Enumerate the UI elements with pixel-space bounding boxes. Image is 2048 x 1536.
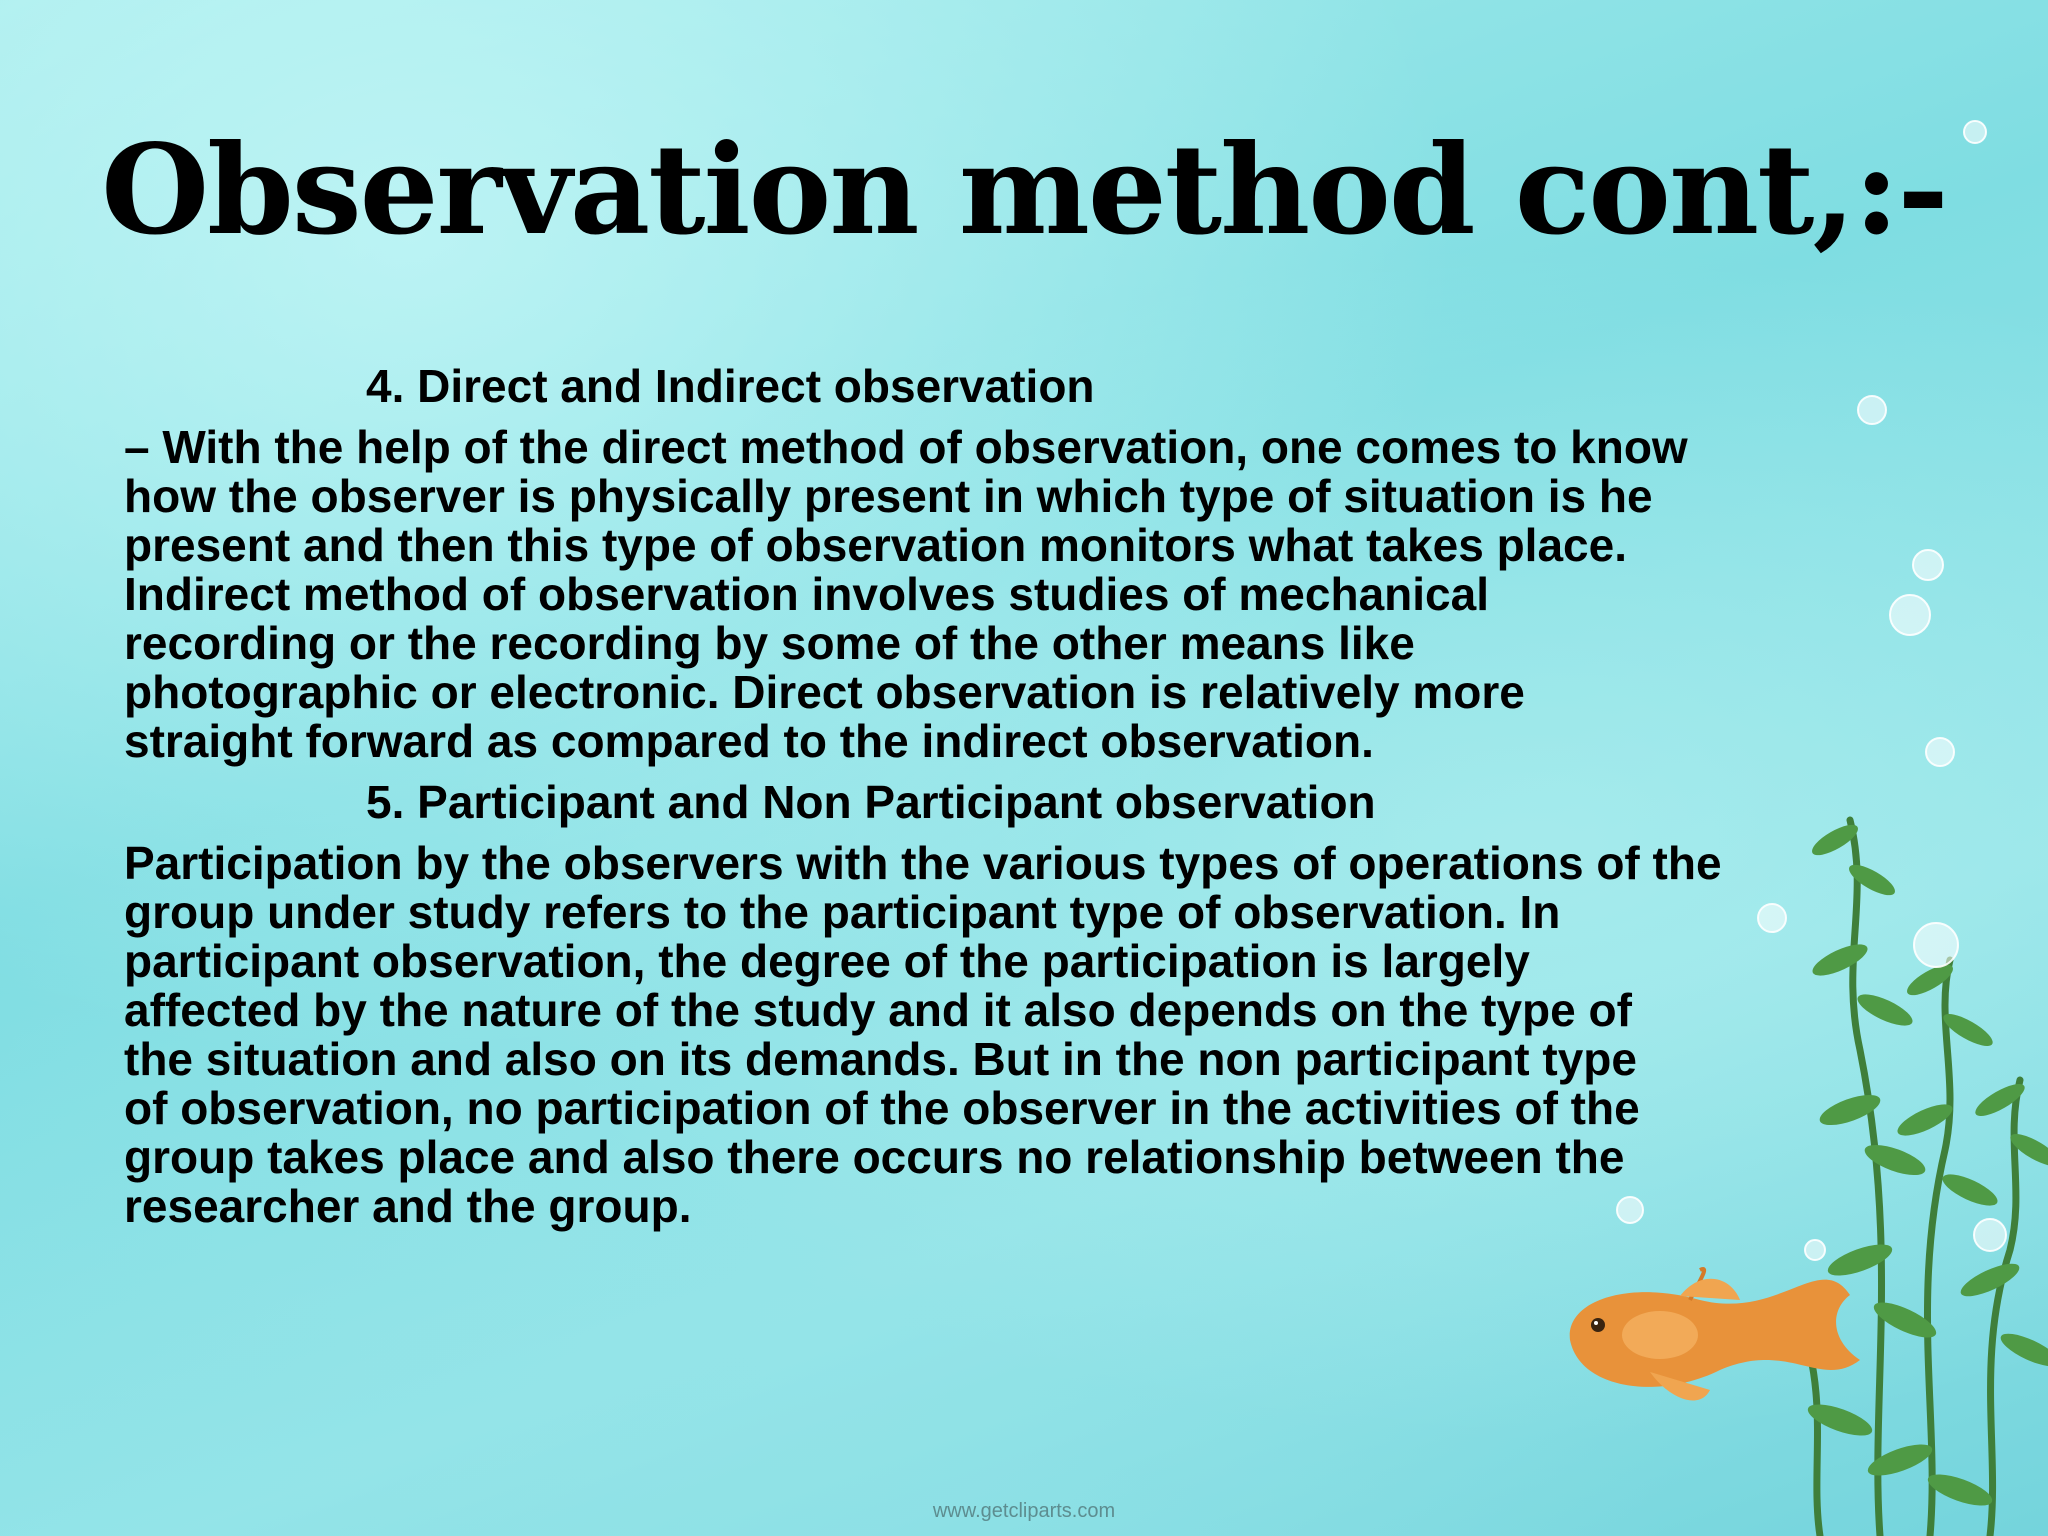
paragraph-line: affected by the nature of the study and it also depends on the type of [124, 984, 1632, 1036]
paragraph-line: the situation and also on its demands. But in the non participant type [124, 1033, 1637, 1085]
paragraph-line: photographic or electronic. Direct observation is relatively more [124, 666, 1525, 718]
paragraph-line: – With the help of the direct method of observation, one comes to know [124, 421, 1688, 473]
section-4-heading: 4. Direct and Indirect observation [366, 360, 1095, 412]
paragraph-line: straight forward as compared to the indirect observation. [124, 715, 1374, 767]
paragraph-line: Indirect method of observation involves studies of mechanical [124, 568, 1489, 620]
slide-title: Observation method cont,:- [101, 118, 1947, 263]
section-4-paragraph [124, 423, 1914, 766]
section-5-heading: 5. Participant and Non Participant observation [366, 776, 1376, 828]
paragraph-line: researcher and the group. [124, 1180, 692, 1232]
goldfish-icon [1570, 1269, 1860, 1400]
paragraph-line: Participation by the observers with the various types of operations of the [124, 837, 1722, 889]
paragraph-line: group under study refers to the participant type of observation. In [124, 886, 1561, 938]
paragraph-line: participant observation, the degree of the participation is largely [124, 935, 1530, 987]
paragraph-line: how the observer is physically present in which type of situation is he [124, 470, 1653, 522]
paragraph-line: recording or the recording by some of the other means like [124, 617, 1415, 669]
section-5-paragraph [124, 839, 1914, 1231]
paragraph-line: of observation, no participation of the observer in the activities of the [124, 1082, 1640, 1134]
watermark: www.getcliparts.com [932, 1500, 1116, 1522]
paragraph-line: present and then this type of observation monitors what takes place. [124, 519, 1627, 571]
paragraph-line: group takes place and also there occurs no relationship between the [124, 1131, 1625, 1183]
slide-body [124, 362, 1914, 1243]
